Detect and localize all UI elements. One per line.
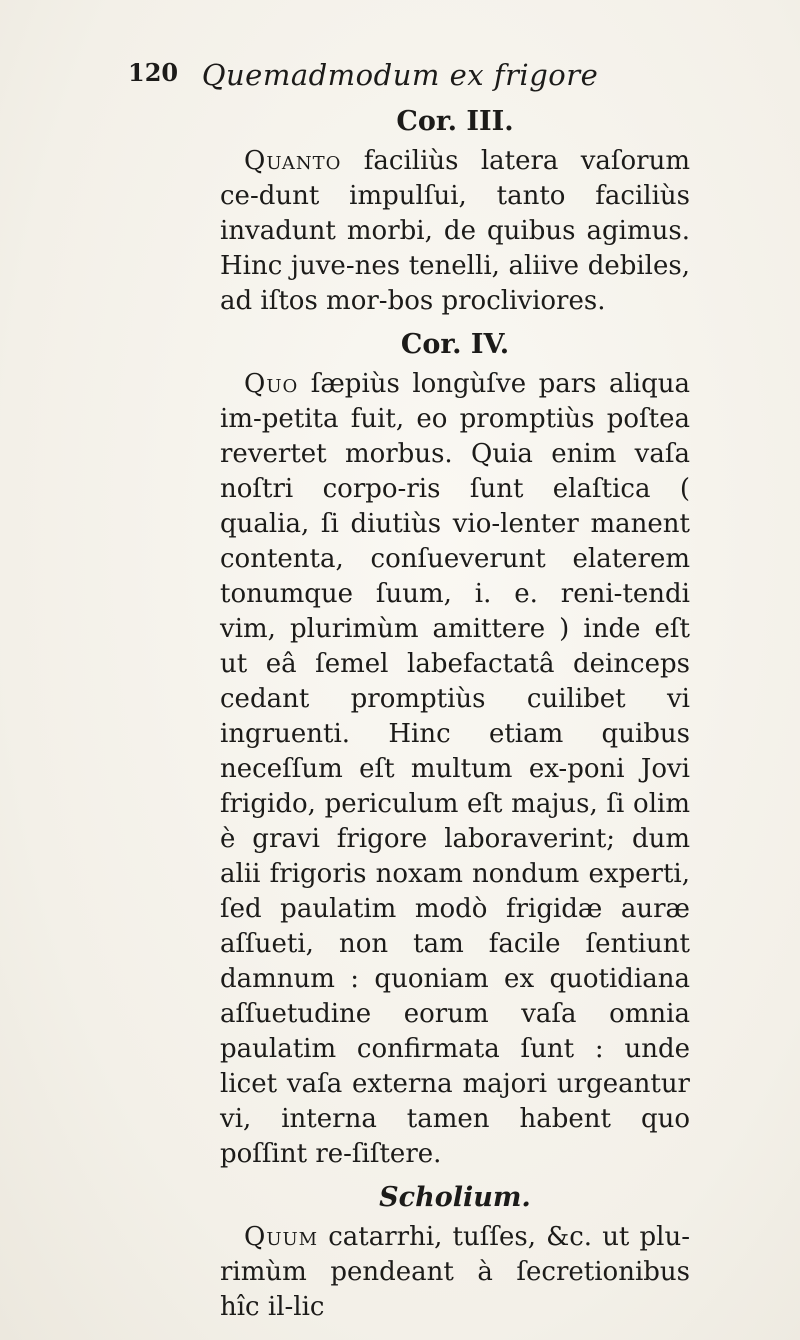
- paragraph-text: faciliùs latera vaſorum ce-dunt impulſui, tanto faciliùs invadunt morbi, de quibus agimus. Hinc juve-nes tenelli, aliive debiles, ad iſtos mor-bos procliviores.: [220, 146, 691, 316]
- paragraph-cor-iv: [220, 367, 690, 1172]
- paragraph-text: ſæpiùs longùſve pars aliqua im-petita fuit, eo promptiùs poſtea revertet morbus. Quia enim vaſa noſtri corpo-ris ſunt elaſtica ( qualia, ſi diutiùs vio-lenter manent contenta, conſueverunt elaterem tonumque ſuum, i. e. reni-tendi vim, plurimùm amittere ) inde eſt ut eâ ſemel labefactatâ deinceps cedant promptiùs cuilibet vi ingruenti. Hinc etiam quibus neceſſum eſt multum ex-poni Jovi frigido, periculum eſt majus, ſi olim è gravi frigore laboraverint; dum alii frigoris noxam nondum experti, ſed paulatim modò frigidæ auræ aſſueti, non tam facile ſentiunt damnum : quoniam ex quotidiana aſſuetudine eorum vaſa omnia paulatim confirmata ſunt : unde licet vaſa externa majori urgeantur vi, interna tamen habent quo poſſint re-ſiſtere.: [220, 369, 691, 1169]
- text-block: [220, 100, 690, 1325]
- running-title: Quemadmodum ex frigore: [201, 58, 599, 92]
- paragraph-cor-iii: [220, 144, 690, 319]
- page-header: [0, 58, 800, 98]
- section-heading-cor-iv: Cor. IV.: [400, 329, 510, 360]
- section-heading-scholium: Scholium.: [379, 1182, 531, 1213]
- lead-word: Quanto: [244, 146, 342, 176]
- lead-word: Quum: [244, 1222, 319, 1252]
- lead-word: Quo: [244, 369, 299, 399]
- paragraph-scholium: [220, 1220, 690, 1325]
- page-number: 120: [128, 58, 179, 87]
- paragraph-text: catarrhi, tuſſes, &c. ut plu-rimùm pendeant à ſecretionibus hîc il-lic: [220, 1222, 690, 1322]
- section-heading-cor-iii: Cor. III.: [396, 106, 514, 137]
